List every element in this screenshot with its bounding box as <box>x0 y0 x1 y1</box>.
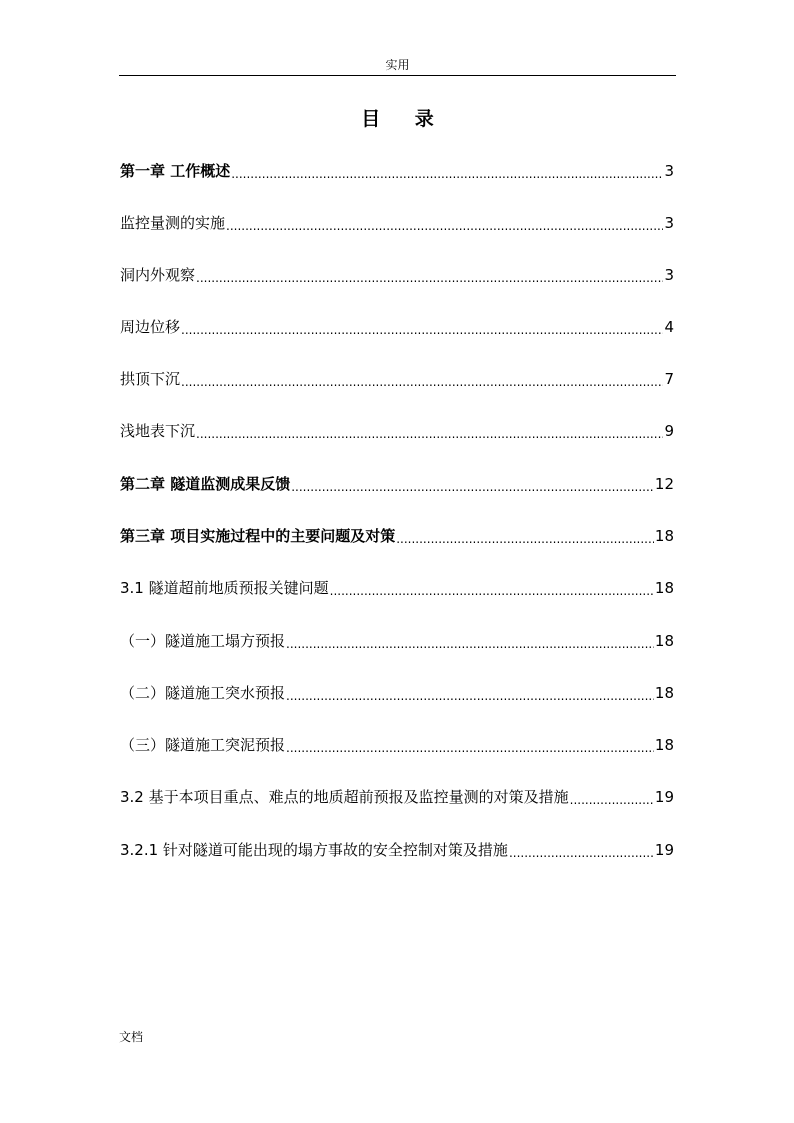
toc-entry-chapter-2[interactable] <box>120 471 674 495</box>
page-footer <box>119 1028 143 1046</box>
toc-dot-leader <box>291 473 654 495</box>
toc-entry-monitoring-implementation[interactable] <box>120 210 674 234</box>
toc-dot-leader <box>286 630 654 652</box>
toc-entry-page: 3 <box>664 162 674 180</box>
page-header <box>119 56 676 76</box>
toc-entry-page: 12 <box>654 475 674 493</box>
toc-dot-leader <box>196 264 663 286</box>
toc-entry-water-inrush-forecast[interactable] <box>120 680 674 704</box>
toc-entry-page: 7 <box>664 370 674 388</box>
toc-entry-label: （二）隧道施工突水预报 <box>120 684 286 702</box>
toc-entry-label: （一）隧道施工塌方预报 <box>120 632 286 650</box>
toc-dot-leader <box>396 525 654 547</box>
toc-entry-page: 18 <box>654 684 674 702</box>
toc-dot-leader <box>286 682 654 704</box>
toc-entry-page: 4 <box>664 318 674 336</box>
toc-entry-page: 19 <box>654 841 674 859</box>
toc-entry-label: 监控量测的实施 <box>120 214 226 232</box>
toc-entry-page: 3 <box>664 214 674 232</box>
toc-entry-label: 3.2.1 针对隧道可能出现的塌方事故的安全控制对策及措施 <box>120 841 508 859</box>
toc-dot-leader <box>181 368 663 390</box>
header-text: 实用 <box>385 58 410 72</box>
toc-entry-page: 18 <box>654 527 674 545</box>
toc-dot-leader <box>231 160 663 182</box>
toc-entry-perimeter-displacement[interactable] <box>120 314 674 338</box>
toc-entry-page: 18 <box>654 736 674 754</box>
toc-dot-leader <box>330 577 654 599</box>
toc-dot-leader <box>196 420 663 442</box>
toc-entry-section-3-2[interactable] <box>120 784 674 808</box>
toc-entry-label: 洞内外观察 <box>120 266 196 284</box>
toc-entry-page: 3 <box>664 266 674 284</box>
toc-entry-surface-settlement[interactable] <box>120 418 674 442</box>
toc-entry-mud-inrush-forecast[interactable] <box>120 732 674 756</box>
toc-entry-section-3-2-1[interactable] <box>120 837 674 861</box>
toc-entry-page: 18 <box>654 632 674 650</box>
toc-entry-label: 第二章 隧道监测成果反馈 <box>120 475 291 493</box>
toc-dot-leader <box>181 316 663 338</box>
toc-dot-leader <box>509 839 654 861</box>
toc-entry-section-3-1[interactable] <box>120 575 674 599</box>
toc-entry-label: 3.1 隧道超前地质预报关键问题 <box>120 579 329 597</box>
toc-entry-tunnel-observation[interactable] <box>120 262 674 286</box>
toc-entry-label: 第一章 工作概述 <box>120 162 231 180</box>
toc-entry-page: 9 <box>664 422 674 440</box>
toc-entry-page: 18 <box>654 579 674 597</box>
toc-entry-label: 第三章 项目实施过程中的主要问题及对策 <box>120 527 396 545</box>
toc-dot-leader <box>570 786 654 808</box>
toc-entry-chapter-1[interactable] <box>120 158 674 182</box>
toc-entry-label: 拱顶下沉 <box>120 370 181 388</box>
toc-dot-leader <box>286 734 654 756</box>
toc-entry-label: 3.2 基于本项目重点、难点的地质超前预报及监控量测的对策及措施 <box>120 788 569 806</box>
toc-entry-crown-settlement[interactable] <box>120 366 674 390</box>
toc-dot-leader <box>226 212 663 234</box>
footer-text: 文档 <box>119 1030 144 1044</box>
toc-entry-chapter-3[interactable] <box>120 523 674 547</box>
toc-entry-label: 周边位移 <box>120 318 181 336</box>
toc-entry-label: （三）隧道施工突泥预报 <box>120 736 286 754</box>
toc-title: 目 录 <box>361 108 448 130</box>
toc-entry-page: 19 <box>654 788 674 806</box>
toc-entry-label: 浅地表下沉 <box>120 422 196 440</box>
toc-entry-collapse-forecast[interactable] <box>120 628 674 652</box>
